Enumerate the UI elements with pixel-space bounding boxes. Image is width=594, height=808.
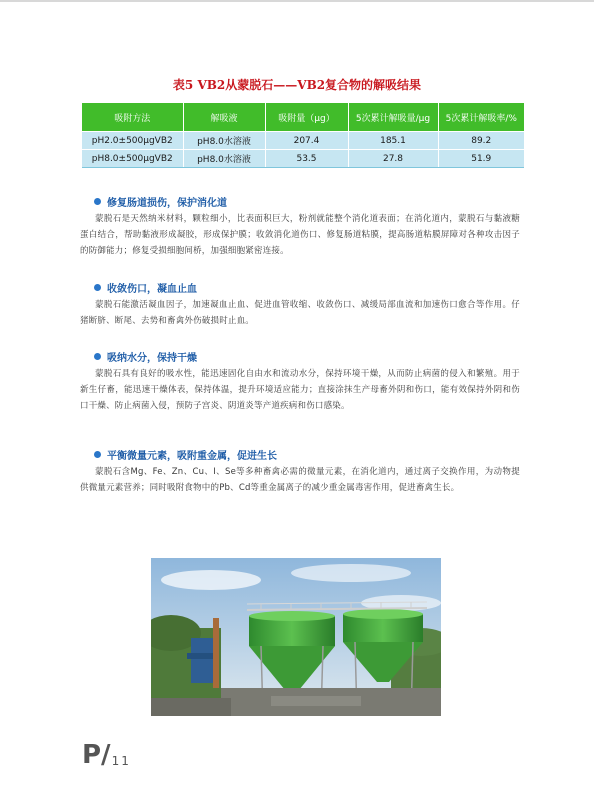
table-cell: 89.2 [438, 132, 524, 150]
section-body: 蒙脱石是天然纳米材料，颗粒细小，比表面积巨大，粉剂就能整个消化道表面；在消化道内，蒙脱石与黏液糖蛋白结合，帮助黏液形成凝胶，形成保护膜；收敛消化道伤口、修复肠道粘膜，提高肠道粘膜屏障对各种攻击因子的防御能力；修复受损细胞间桥，加强细胞紧密连接。 [80, 214, 520, 256]
section-heading [94, 280, 520, 294]
bullet-icon [94, 451, 101, 458]
table-cell: pH2.0±500μgVB2 [82, 132, 183, 150]
table-cell: 53.5 [265, 150, 348, 168]
section-moisture-absorption [80, 349, 520, 414]
table-cell: pH8.0水溶液 [183, 150, 265, 168]
section-intestinal-repair [80, 194, 520, 259]
section-hemostasis [80, 280, 520, 329]
table-cell: 51.9 [438, 150, 524, 168]
section-heading [94, 349, 520, 363]
table-row [82, 150, 524, 168]
section-trace-elements [80, 447, 520, 496]
table-cell: 27.8 [348, 150, 438, 168]
section-heading-text: 修复肠道损伤，保护消化道 [107, 197, 227, 209]
section-heading [94, 447, 520, 461]
section-heading-text: 收敛伤口，凝血止血 [107, 283, 197, 295]
column-header: 解吸液 [183, 103, 265, 132]
section-body: 蒙脱石含Mg、Fe、Zn、Cu、I、Se等多种畜禽必需的微量元素，在消化道内，通过离子交换作用，为动物提供微量元素营养；同时吸附食物中的Pb、Cd等重金属离子的减少重金属毒害作用，促进畜禽生长。 [80, 467, 520, 493]
top-border [0, 0, 594, 2]
column-header: 吸附量（μg） [265, 103, 348, 132]
page-number [82, 742, 131, 768]
bullet-icon [94, 284, 101, 291]
factory-photo-illustration [151, 558, 441, 716]
table-cell: 207.4 [265, 132, 348, 150]
desorption-table [82, 103, 524, 168]
page-number-value: 11 [111, 754, 131, 768]
table-cell: pH8.0±500μgVB2 [82, 150, 183, 168]
section-body: 蒙脱石能激活凝血因子，加速凝血止血、促进血管收缩、收敛伤口、减缓局部血流和加速伤口愈合等作用。仔猪断脐、断尾、去势和畜禽外伤破损时止血。 [80, 300, 520, 326]
factory-photo [151, 558, 441, 716]
page-letter: P/ [82, 740, 111, 770]
column-header: 吸附方法 [82, 103, 183, 132]
table-header-row [82, 103, 524, 132]
column-header: 5次累计解吸率/% [438, 103, 524, 132]
table-title: 表5 VB2从蒙脱石——VB2复合物的解吸结果 [172, 78, 422, 92]
table-row [82, 132, 524, 150]
section-heading-text: 吸纳水分，保持干燥 [107, 352, 197, 364]
bullet-icon [94, 353, 101, 360]
bullet-icon [94, 198, 101, 205]
table-cell: pH8.0水溶液 [183, 132, 265, 150]
section-heading-text: 平衡微量元素，吸附重金属，促进生长 [107, 450, 277, 462]
table-cell: 185.1 [348, 132, 438, 150]
section-heading [94, 194, 520, 208]
column-header: 5次累计解吸量/μg [348, 103, 438, 132]
section-body: 蒙脱石具有良好的吸水性，能迅速固化自由水和流动水分，保持环境干燥，从而防止病菌的侵入和繁殖。用于新生仔畜，能迅速干燥体表，保持体温，提升环境适应能力；直接涂抹生产母畜外阴和伤口，能有效保持外阴和伤口干燥、防止病菌入侵，预防子宫炎、阴道炎等产道疾病和伤口感染。 [80, 369, 520, 411]
